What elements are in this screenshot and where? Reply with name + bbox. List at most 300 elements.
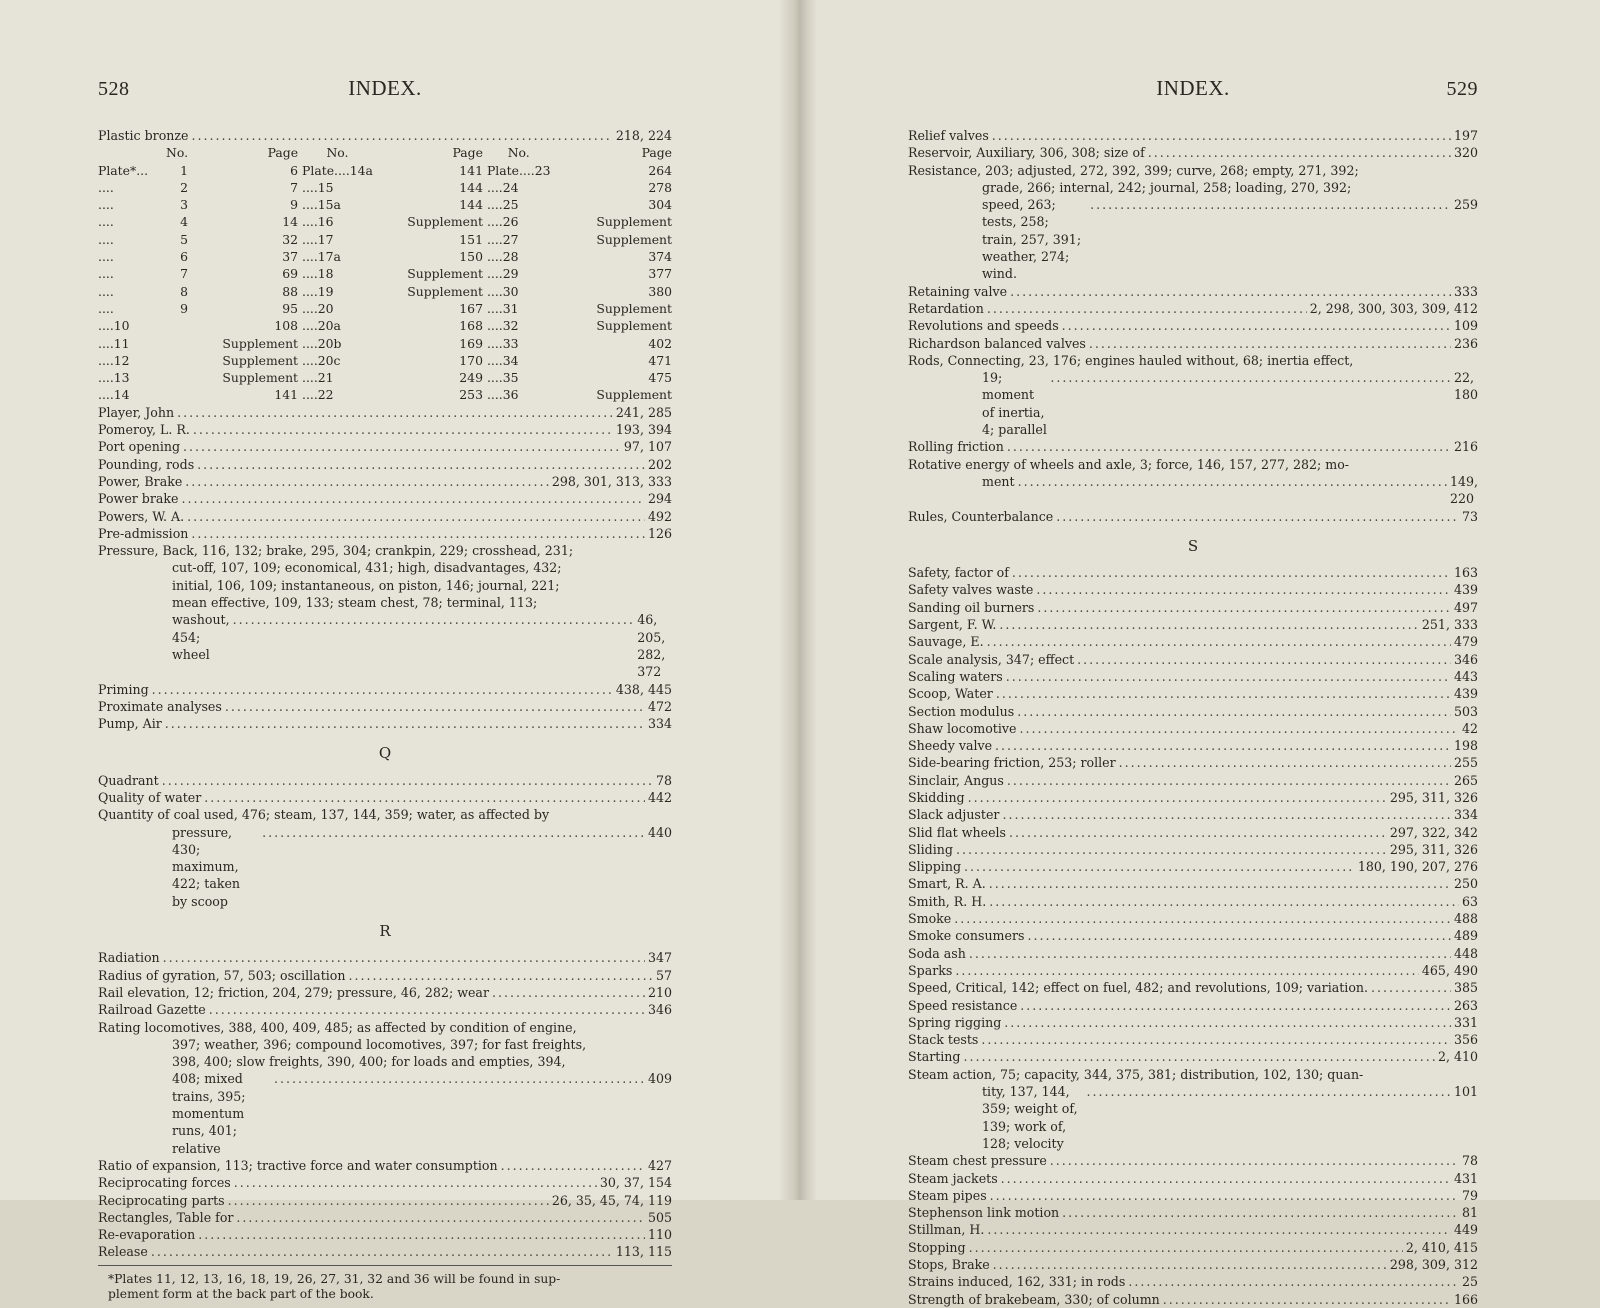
entry-term: Stack tests <box>908 1032 979 1048</box>
plates-cell: 144 <box>459 197 483 213</box>
entry-term: Speed resistance <box>908 997 1018 1013</box>
plates-cell: 150 <box>459 249 483 265</box>
left-index-content <box>98 127 672 1302</box>
plates-cell: 278 <box>648 179 672 195</box>
leader-dots <box>954 910 1451 927</box>
leader-dots <box>987 300 1307 317</box>
plates-header-page: Page <box>452 145 483 161</box>
leader-dots <box>992 127 1451 144</box>
entry-term: Speed, Critical, 142; effect on fuel, 482; and revolutions, 109; variation. <box>908 980 1369 996</box>
plates-row <box>98 386 672 403</box>
entry-pages: 472 <box>647 698 672 714</box>
index-entry <box>908 962 1478 979</box>
leader-dots <box>969 945 1451 962</box>
entry-pages: 197 <box>1453 128 1478 143</box>
entry-term: Release <box>98 1244 148 1260</box>
entry-pages: 42 <box>1461 720 1478 736</box>
leader-dots <box>1017 703 1451 720</box>
plates-cell: 374 <box>648 249 672 265</box>
entry-pages: 489 <box>1453 928 1478 944</box>
plates-cell: 167 <box>459 300 483 316</box>
plates-cell: Plate....14a <box>302 162 373 178</box>
entry-term: Re-evaporation <box>98 1227 196 1243</box>
plates-cell: ....21 <box>302 370 334 386</box>
entry-pages: 265 <box>1453 772 1478 788</box>
index-entry <box>908 893 1478 910</box>
entry-pages: 333 <box>1453 283 1478 299</box>
plates-cell: 7 <box>290 179 299 195</box>
section-letter-r: R <box>379 922 391 941</box>
leader-dots <box>1002 806 1451 823</box>
entry-pages: 356 <box>1453 1032 1478 1048</box>
index-entry <box>908 1239 1478 1256</box>
leader-dots <box>177 404 613 421</box>
entry-term: Steam chest pressure <box>908 1153 1047 1169</box>
leader-dots <box>492 984 645 1001</box>
index-entry <box>908 335 1478 352</box>
entry-pages: 448 <box>1453 945 1478 961</box>
entry-last-line <box>98 1070 672 1156</box>
plates-row <box>98 300 672 317</box>
plates-cell: ....12 <box>98 352 130 368</box>
entry-pages: 385 <box>1453 980 1478 996</box>
plates-cell: 170 <box>459 352 483 368</box>
entry-pages: 442 <box>647 789 672 805</box>
plates-cell: Plate*... <box>98 162 149 178</box>
index-entry <box>908 564 1478 581</box>
plates-cell: ....20 <box>302 300 334 316</box>
plates-cell: Supplement <box>222 370 299 386</box>
entry-pages: 427 <box>647 1157 672 1173</box>
entry-term: Pump, Air <box>98 716 162 732</box>
leader-dots <box>1027 927 1451 944</box>
page-number: 529 <box>1446 78 1478 100</box>
entry-term: washout, 454; wheel <box>172 612 230 662</box>
index-entry <box>908 1187 1478 1204</box>
index-entry <box>908 1014 1478 1031</box>
plates-cell: ....33 <box>486 335 519 351</box>
leader-dots <box>162 772 653 789</box>
index-entry <box>908 858 1478 875</box>
index-entry <box>98 984 672 1001</box>
leader-dots <box>262 824 645 841</box>
entry-pages: 193, 394 <box>615 422 672 438</box>
index-entry <box>98 421 672 438</box>
index-entry <box>908 438 1478 455</box>
leader-dots <box>987 1221 1451 1238</box>
entry-term: tity, 137, 144, 359; weight of, 139; work of, 128; velocity <box>982 1084 1078 1151</box>
index-entry <box>908 599 1478 616</box>
plates-cell: 304 <box>648 197 672 213</box>
plates-cell: 5 <box>180 231 189 247</box>
entry-term: Sargent, F. W. <box>908 617 997 633</box>
plates-cell: ....10 <box>98 318 130 334</box>
plates-cell: Supplement <box>596 300 672 316</box>
index-entry <box>98 473 672 490</box>
entry-last-line <box>908 196 1478 282</box>
entry-term: Richardson balanced valves <box>908 335 1086 351</box>
plates-cell: ....24 <box>486 179 519 195</box>
leader-dots <box>1050 1152 1459 1169</box>
leader-dots <box>1062 1204 1459 1221</box>
entry-term: Stillman, H. <box>908 1222 985 1238</box>
entry-list <box>98 127 672 144</box>
plates-row <box>98 162 672 179</box>
entry-list <box>98 404 672 542</box>
entry-term: Retardation <box>908 300 984 316</box>
plates-cell: ....20b <box>302 335 342 351</box>
plates-cell: Supplement <box>407 266 483 282</box>
entry-pages: 22, 180 <box>1453 370 1479 403</box>
index-entry <box>908 1221 1478 1238</box>
entry-pages: 409 <box>647 1071 672 1087</box>
plates-cell: ....35 <box>486 370 519 386</box>
plates-row <box>98 369 672 386</box>
plates-cell: ....31 <box>486 300 519 316</box>
plates-row <box>98 179 672 196</box>
entry-pages: 440 <box>647 824 672 840</box>
footnote <box>98 1272 672 1302</box>
leader-dots <box>204 789 645 806</box>
entry-pages: 297, 322, 342 <box>1389 824 1478 840</box>
entry-line: 398, 400; slow freights, 390, 400; for loads and empties, 394, <box>172 1054 566 1070</box>
index-entry <box>908 127 1478 144</box>
plates-cell: ....11 <box>98 335 130 351</box>
plates-cell: ....34 <box>486 352 519 368</box>
entry-list <box>98 1157 672 1261</box>
plates-cell: 8 <box>180 283 189 299</box>
entry-term: Scoop, Water <box>908 686 993 702</box>
plates-cell: 14 <box>282 214 299 230</box>
plates-header-page: Page <box>267 145 299 161</box>
plates-cell: 380 <box>648 283 672 299</box>
index-entry <box>908 927 1478 944</box>
leader-dots <box>191 127 612 144</box>
entry-term: Rolling friction <box>908 439 1004 455</box>
index-entry <box>98 1226 672 1243</box>
entry-term: Scaling waters <box>908 668 1003 684</box>
entry-pages: 505 <box>647 1209 672 1225</box>
multi-line-entry <box>908 456 1478 508</box>
entry-pages: 2, 298, 300, 303, 309, 412 <box>1309 300 1478 316</box>
entry-term: Soda ash <box>908 945 966 961</box>
plates-cell: 1 <box>180 162 189 178</box>
leader-dots <box>225 698 645 715</box>
entry-term: 19; moment of inertia, 4; parallel <box>982 370 1047 438</box>
index-entry <box>908 1031 1478 1048</box>
plates-cell: Supplement <box>222 335 299 351</box>
plates-cell: ....22 <box>302 387 334 403</box>
entry-term: Slipping <box>908 859 962 875</box>
plates-header-no: No. <box>326 145 349 161</box>
index-entry <box>98 1157 672 1174</box>
entry-line: mean effective, 109, 133; steam chest, 78; terminal, 113; <box>172 595 538 611</box>
leader-dots <box>1090 196 1451 213</box>
leader-dots <box>963 1048 1434 1065</box>
plates-cell: 471 <box>648 352 672 368</box>
leader-dots <box>151 1243 613 1260</box>
plates-cell <box>166 369 188 386</box>
entry-pages: 331 <box>1453 1014 1478 1030</box>
entry-term: Power, Brake <box>98 473 183 489</box>
entry-term: Stephenson link motion <box>908 1205 1060 1221</box>
leader-dots <box>198 1226 645 1243</box>
entry-pages: 497 <box>1453 599 1478 615</box>
multi-line-entry <box>98 1019 672 1157</box>
index-entry <box>908 824 1478 841</box>
entry-term: Skidding <box>908 789 965 805</box>
leader-dots <box>955 962 1419 979</box>
plates-cell: ....32 <box>486 318 519 334</box>
section-letter-s: S <box>1187 536 1199 555</box>
plates-cell: 9 <box>180 300 189 316</box>
entry-pages: 250 <box>1453 876 1478 892</box>
leader-dots <box>1009 824 1387 841</box>
plates-header-no: No. <box>507 145 530 161</box>
index-entry <box>908 1170 1478 1187</box>
book-gutter <box>780 0 816 1200</box>
plates-cell: .... <box>98 214 114 230</box>
leader-dots <box>989 893 1459 910</box>
plates-cell: ....30 <box>486 283 519 299</box>
leader-dots <box>165 715 645 732</box>
leader-dots <box>989 875 1451 892</box>
index-entry <box>98 1001 672 1018</box>
entry-pages: 241, 285 <box>615 404 672 420</box>
multi-line-entry <box>908 352 1478 438</box>
entry-term: Safety valves waste <box>908 582 1034 598</box>
index-entry <box>98 1192 672 1209</box>
index-entry <box>908 685 1478 702</box>
leader-dots <box>956 841 1387 858</box>
leader-dots <box>163 949 645 966</box>
entry-term: Sheedy valve <box>908 738 993 754</box>
plates-cell: ....14 <box>98 387 130 403</box>
entry-term: Scale analysis, 347; effect <box>908 651 1075 667</box>
plates-cell: 3 <box>180 197 189 213</box>
entry-pages: 180, 190, 207, 276 <box>1357 859 1478 875</box>
plates-cell: 88 <box>282 283 299 299</box>
plates-row <box>98 317 672 334</box>
plates-row <box>98 352 672 369</box>
entry-last-line <box>908 1083 1478 1152</box>
entry-term: 408; mixed trains, 395; momentum runs, 401; relative <box>172 1071 246 1156</box>
plates-cell: .... <box>98 283 114 299</box>
leader-dots <box>181 490 644 507</box>
plates-cell <box>166 386 188 403</box>
index-entry <box>908 1048 1478 1065</box>
leader-dots <box>993 1256 1387 1273</box>
leader-dots <box>234 1174 597 1191</box>
leader-dots <box>1148 144 1451 161</box>
entry-pages: 101 <box>1453 1084 1478 1100</box>
index-entry <box>908 1273 1478 1290</box>
entry-pages: 2, 410 <box>1437 1049 1478 1065</box>
leader-dots <box>1056 508 1459 525</box>
leader-dots <box>152 681 613 698</box>
entry-term: Sliding <box>908 841 953 857</box>
leader-dots <box>193 421 613 438</box>
page-title: INDEX. <box>348 76 422 100</box>
plates-cell: 6 <box>290 162 299 178</box>
index-entry <box>98 1174 672 1191</box>
index-entry <box>908 754 1478 771</box>
entry-pages: 78 <box>655 772 672 788</box>
entry-pages: 503 <box>1453 703 1478 719</box>
entry-term: Quality of water <box>98 789 202 805</box>
index-entry <box>98 967 672 984</box>
entry-pages: 295, 311, 326 <box>1389 789 1478 805</box>
entry-pages: 294 <box>647 491 672 507</box>
entry-term: Starting <box>908 1049 961 1065</box>
entry-pages: 251, 333 <box>1421 617 1478 633</box>
right-index-content <box>908 127 1478 1308</box>
plates-cell: 169 <box>459 335 483 351</box>
leader-dots <box>1089 335 1451 352</box>
entry-term: Stops, Brake <box>908 1257 990 1272</box>
multi-line-entry <box>908 1066 1478 1152</box>
index-entry <box>908 910 1478 927</box>
plates-cell: .... <box>98 179 114 195</box>
plates-cell: ....26 <box>486 214 519 230</box>
entry-pages: 298, 301, 313, 333 <box>551 473 672 489</box>
leader-dots <box>209 1001 645 1018</box>
plates-cell: 69 <box>282 266 299 282</box>
leader-dots <box>1077 651 1451 668</box>
entry-last-line <box>98 824 672 910</box>
multi-line-entry <box>908 162 1478 283</box>
entry-term: Revolutions and speeds <box>908 318 1059 334</box>
leader-dots <box>969 1239 1403 1256</box>
plates-cell: ....15 <box>302 179 334 195</box>
index-entry <box>908 1204 1478 1221</box>
index-entry <box>98 772 672 789</box>
leader-dots <box>1001 1170 1451 1187</box>
page-number: 528 <box>98 78 130 100</box>
footnote-rule <box>98 1265 672 1266</box>
leader-dots <box>185 473 549 490</box>
entry-term: Quadrant <box>98 772 159 788</box>
entry-pages: 492 <box>647 508 672 524</box>
plates-cell: ....20a <box>302 318 341 334</box>
entry-term: Reciprocating parts <box>98 1192 225 1208</box>
plates-cell: ....29 <box>486 266 519 282</box>
index-entry <box>98 404 672 421</box>
entry-line: grade, 266; internal, 242; journal, 258; loading, 270, 392; <box>982 179 1352 195</box>
plates-cell: ....16 <box>302 214 334 230</box>
index-entry <box>98 127 672 144</box>
leader-dots <box>187 508 645 525</box>
entry-list <box>98 949 672 1018</box>
entry-pages: 73 <box>1461 508 1478 524</box>
entry-pages: 149, 220 <box>1449 473 1478 507</box>
leader-dots <box>1086 1083 1450 1100</box>
plates-cell: 141 <box>459 162 483 178</box>
entry-list <box>98 772 672 807</box>
plates-cell: 9 <box>290 197 299 213</box>
entry-pages: 443 <box>1453 668 1478 684</box>
entry-pages: 109 <box>1453 318 1478 334</box>
multi-line-entry <box>98 542 672 680</box>
plates-cell: .... <box>98 266 114 282</box>
plates-cell: Supplement <box>407 283 483 299</box>
entry-term: Slid flat wheels <box>908 824 1007 840</box>
leader-dots <box>1006 668 1451 685</box>
entry-pages: 298, 309, 312 <box>1389 1257 1478 1272</box>
leader-dots <box>995 737 1451 754</box>
entry-term: Smart, R. A. <box>908 876 986 892</box>
index-entry <box>908 668 1478 685</box>
entry-term: Pounding, rods <box>98 456 195 472</box>
entry-pages: 81 <box>1461 1205 1478 1221</box>
plates-cell: .... <box>98 300 114 316</box>
entry-list <box>908 508 1478 525</box>
section-letter-q: Q <box>378 744 392 763</box>
entry-term: Player, John <box>98 404 175 420</box>
entry-term: Side-bearing friction, 253; roller <box>908 755 1116 771</box>
entry-pages: 218, 224 <box>615 128 672 143</box>
index-entry <box>908 616 1478 633</box>
index-entry <box>908 945 1478 962</box>
entry-line: Rotative energy of wheels and axle, 3; force, 146, 157, 277, 282; mo- <box>908 456 1350 472</box>
entry-pages: 439 <box>1453 686 1478 702</box>
plates-cell <box>166 335 188 352</box>
entry-term: Proximate analyses <box>98 698 222 714</box>
index-entry <box>908 703 1478 720</box>
entry-term: Retaining valve <box>908 283 1008 299</box>
entry-pages: 198 <box>1453 738 1478 754</box>
plates-cell: ....13 <box>98 370 130 386</box>
leader-dots <box>1018 473 1447 490</box>
left-page <box>0 0 796 1301</box>
multi-line-entry <box>98 806 672 910</box>
entry-term: Pre-admission <box>98 525 189 541</box>
entry-pages: 438, 445 <box>615 681 672 697</box>
plates-cell: ....20c <box>302 352 341 368</box>
index-entry <box>98 949 672 966</box>
entry-list <box>908 283 1478 352</box>
entry-term: speed, 263; tests, 258; train, 257, 391; weather, 274; wind. <box>982 197 1082 282</box>
index-entry <box>908 1152 1478 1169</box>
entry-last-line <box>98 611 672 680</box>
entry-pages: 449 <box>1453 1222 1478 1238</box>
leader-dots <box>274 1070 645 1087</box>
entry-pages: 334 <box>1453 807 1478 823</box>
entry-line: cut-off, 107, 109; economical, 431; high, disadvantages, 432; <box>172 560 562 576</box>
plates-cell: .... <box>98 249 114 265</box>
plates-cell: ....36 <box>486 387 519 403</box>
entry-term: Safety, factor of <box>908 565 1009 581</box>
entry-pages: 113, 115 <box>615 1244 672 1260</box>
entry-pages: 259 <box>1453 197 1478 213</box>
leader-dots <box>1036 581 1451 598</box>
entry-pages: 46, 205, 282, 372 <box>637 612 666 680</box>
leader-dots <box>996 685 1451 702</box>
entry-term: Sparks <box>908 962 953 978</box>
entry-term: Plastic bronze <box>98 128 189 143</box>
plates-cell: Supplement <box>596 318 672 334</box>
entry-pages: 295, 311, 326 <box>1389 841 1478 857</box>
entry-pages: 25 <box>1461 1274 1478 1290</box>
leader-dots <box>228 1192 549 1209</box>
entry-term: Reciprocating forces <box>98 1175 231 1191</box>
plates-cell: 144 <box>459 179 483 195</box>
entry-term: Rail elevation, 12; friction, 204, 279; pressure, 46, 282; wear <box>98 984 489 1000</box>
leader-dots <box>233 611 635 628</box>
plates-cell: ....17a <box>302 249 341 265</box>
entry-last-line <box>908 369 1478 438</box>
entry-term: Steam jackets <box>908 1170 998 1186</box>
